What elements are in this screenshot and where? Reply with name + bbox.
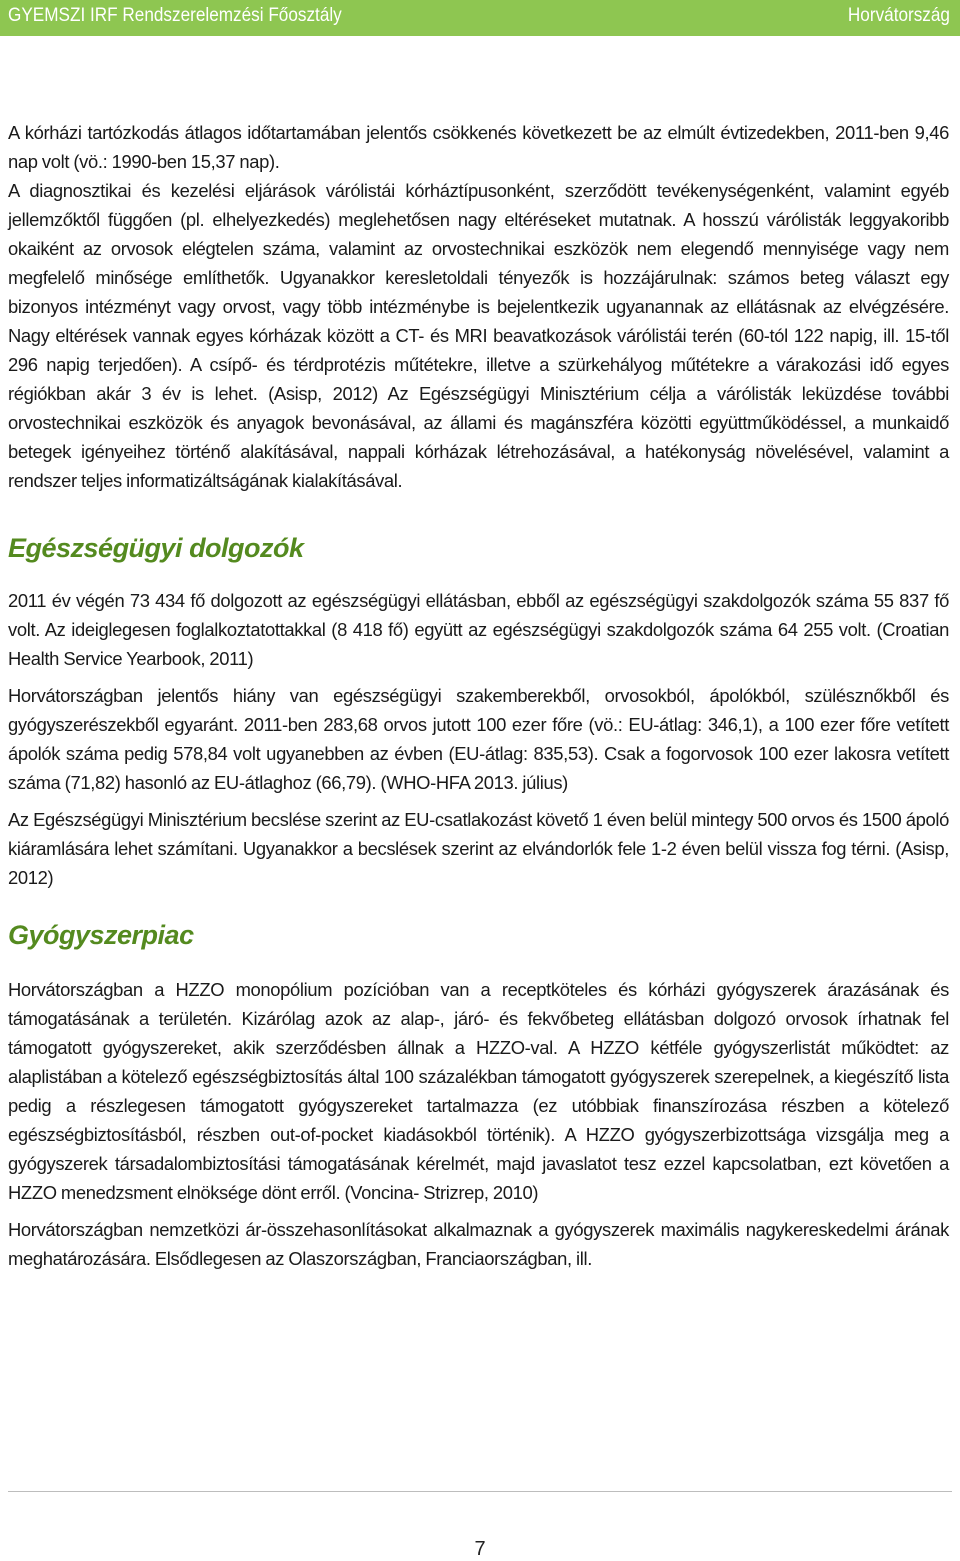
paragraph-price-comparison: Horvátországban nemzetközi ár-összehasonlításokat alkalmaznak a gyógyszerek maximális nagykereskedelmi árának meghatározására. Elsődlegesen az Olaszországban, Franciaországban, ill. [8,1219,949,1269]
document-body [8,118,949,1281]
paragraph-hospital-stay: A kórházi tartózkodás átlagos időtartamában jelentős csökkenés következett be az elmúlt évtizedekben, 2011-ben 9,46 nap volt (vö.: 1990-ben 15,37 nap). [8,122,949,172]
paragraph-hzzo-monopoly: Horvátországban a HZZO monopólium pozícióban van a receptköteles és kórházi gyógyszerek árazásának és támogatásának a területén. Kizárólag azok az alap-, járó- és fekvőbeteg ellátásban dolgozó orvosok írhatnak fel támogatott gyógyszereket, akik szerződésben állnak a HZZO-val. A HZZO kétféle gyógyszerlistát működtet: az alaplistában a kötelező egészségbiztosítás által 100 százalékban támogatott gyógyszerek szerepelnek, a kiegészítő lista pedig a részlegesen támogatott gyógyszereket tartalmazza (ez utóbbiak finanszírozása részben a kötelező egészségbiztosításból, részben out-of-pocket kiadásokból történik). A HZZO gyógyszerbizottsága vizsgálja meg a gyógyszerek társadalombiztosítási támogatásának kérelmét, majd javaslatot tesz ezzel kapcsolatban, ezt követően a HZZO menedzsment elnöksége dönt erről. (Voncina- Strizrep, 2010) [8,979,949,1203]
header-organization: GYEMSZI IRF Rendszerelemzési Főosztály [8,4,342,26]
paragraph-waiting-lists: A diagnosztikai és kezelési eljárások várólistái kórháztípusonként, szerződött tevékenységenként, valamint egyéb jellemzőktől függően (pl. elhelyezkedés) meglehetősen nagy eltéréseket mutatnak. A hosszú várólisták leggyakoribb okaiként az orvosok elégtelen száma, valamint az orvostechnikai eszközök nem elegendő mennyisége vagy nem megfelelő minősége említhetők. Ugyanakkor keresletoldali tényezők is hozzájárulnak: számos beteg választ egy bizonyos intézményt vagy orvost, vagy több intézménybe is bejelentkezik ugyanannak az ellátásnak az elvégzésére. Nagy eltérések vannak egyes kórházak között a CT- és MRI beavatkozások várólistái terén (60-tól 122 napig, ill. 15-től 296 napig terjedően). A csípő- és térdprotézis műtétekre, illetve a szürkehályog műtétekre a várakozási idő egyes régiókban akár 3 év is lehet. (Asisp, 2012) Az Egészségügyi Minisztérium célja a várólisták leküzdése további orvostechnikai eszközök és anyagok bevonásával, az állami és magánszféra közötti együttműködéssel, a munkaidő betegek igényeihez történő alakításával, nappali kórházak létrehozásával, a hatékonyság növelésével, valamint a rendszer teljes informatizáltságának kialakításával. [8,180,949,491]
header-country: Horvátország [847,4,950,26]
section-heading-pharma-market: Gyógyszerpiac [8,920,194,950]
footer-divider [8,1491,952,1492]
paragraph-workers-count: 2011 év végén 73 434 fő dolgozott az egészségügyi ellátásban, ebből az egészségügyi szakdolgozók száma 55 837 fő volt. Az ideiglegesen foglalkoztatottakkal (8 418 fő) együtt az egészségügyi szakdolgozók száma 64 255 volt. (Croatian Health Service Yearbook, 2011) [8,590,949,669]
section-heading-health-workers: Egészségügyi dolgozók [8,533,304,563]
page-number: 7 [474,1538,486,1560]
page-header [0,0,960,36]
paragraph-workers-shortage: Horvátországban jelentős hiány van egészségügyi szakemberekből, orvosokból, ápolókból, szülésznőkből és gyógyszerészekből egyaránt. 2011-ben 283,68 orvos jutott 100 ezer főre (vö.: EU-átlag: 346,1), a 100 ezer főre vetített ápolók száma pedig 578,84 volt ugyanebben az évben (EU-átlag: 835,53). Csak a fogorvosok 100 ezer lakosra vetített száma (71,82) hasonló az EU-átlaghoz (66,79). (WHO-HFA 2013. július) [8,685,949,793]
paragraph-workers-migration: Az Egészségügyi Minisztérium becslése szerint az EU-csatlakozást követő 1 éven belül mintegy 500 orvos és 1500 ápoló kiáramlására lehet számítani. Ugyanakkor a becslések szerint az elvándorlók fele 1-2 éven belül vissza fog térni. (Asisp, 2012) [8,809,949,888]
